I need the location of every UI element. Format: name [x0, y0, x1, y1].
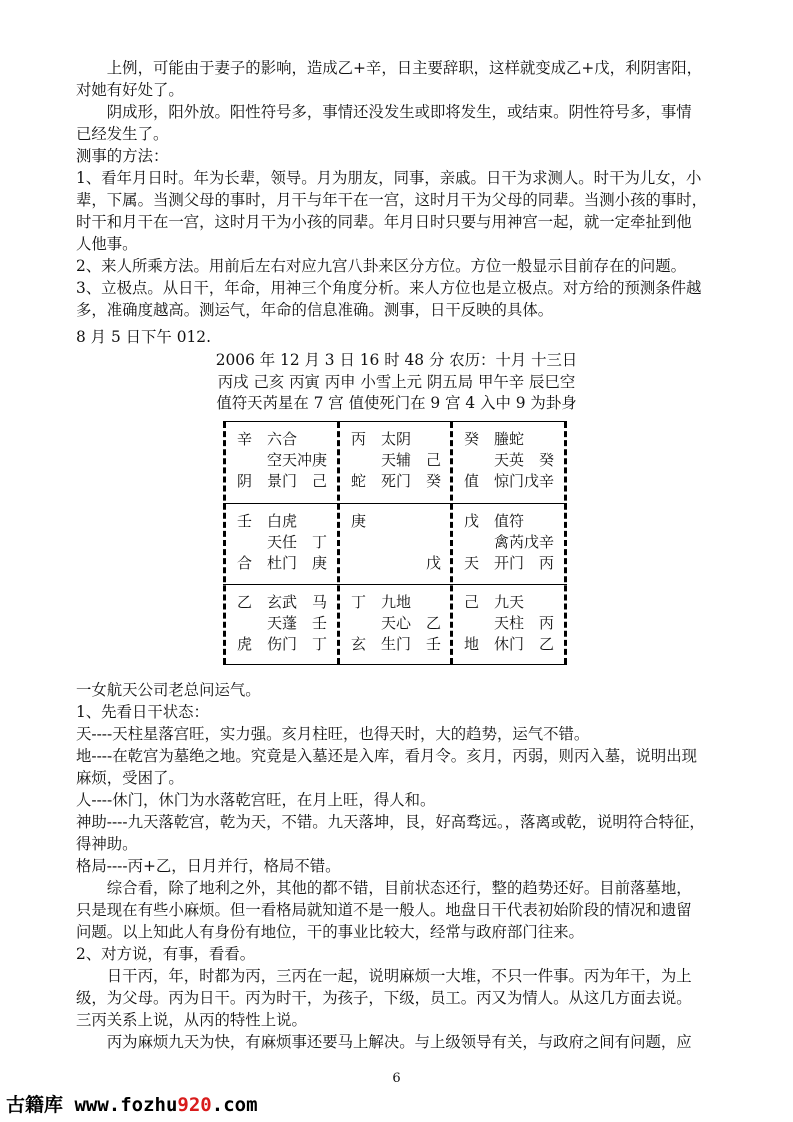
text-line: 日干丙，年，时都为丙，三丙在一起，说明麻烦一大堆，不只一件事。丙为年干，为上 — [76, 967, 692, 985]
palace-stem: 蛇 — [351, 472, 367, 490]
palace-stem: 丁 — [351, 593, 367, 611]
palace-cell — [227, 511, 333, 575]
palace-stem: 乙 — [237, 593, 253, 611]
grid-row-divider — [223, 584, 567, 585]
palace-symbol: 六合 — [267, 430, 298, 448]
text-line: 综合看，除了地利之外，其他的都不错，目前状态还行，整的趋势还好。目前落墓地， — [76, 879, 692, 897]
case-date: 8 月 5 日下午 012. — [76, 328, 211, 346]
palace-stem: 值 — [464, 472, 480, 490]
palace-stem: 合 — [237, 554, 253, 572]
palace-symbol: 天任 — [267, 533, 298, 551]
text-line: 一女航天公司老总问运气。 — [76, 681, 261, 699]
text-line: 得神助。 — [76, 835, 138, 853]
text-line: 对她有好处了。 — [76, 81, 184, 99]
palace-symbol: 螣蛇 — [494, 430, 525, 448]
palace-symbol: 休门 — [494, 635, 525, 653]
palace-stem: 戊 — [464, 512, 480, 530]
palace-symbol: 值符 — [494, 512, 525, 530]
palace-stem: 己 — [464, 593, 480, 611]
text-line: 人他事。 — [76, 235, 138, 253]
palace-symbol: 惊门戊辛 — [494, 472, 555, 490]
palace-symbol: 玄武 — [267, 593, 298, 611]
palace-stem: 壬 — [237, 512, 253, 530]
palace-symbol: 开门 — [494, 554, 525, 572]
palace-branch: 乙 — [539, 635, 555, 653]
text-line: 三丙关系上说，从丙的特性上说。 — [76, 1011, 307, 1029]
text-line: 阴成形，阳外放。阳性符号多，事情还没发生或即将发生，或结束。阴性符号多，事情 — [76, 103, 692, 121]
palace-stem: 癸 — [464, 430, 480, 448]
text-line: 多，准确度越高。测运气，年命的信息准确。测事，日干反映的具体。 — [76, 301, 554, 319]
page-number: 6 — [392, 1071, 401, 1086]
text-line: 丙为麻烦九天为快，有麻烦事还要马上解决。与上级领导有关，与政府之间有问题，应 — [76, 1033, 692, 1051]
palace-symbol: 空天冲 — [267, 451, 313, 469]
palace-cell — [454, 511, 560, 575]
chart-header-line-2: 丙戌 己亥 丙寅 丙申 小雪上元 阴五局 甲午辛 辰巳空 — [217, 373, 576, 391]
text-line: 只是现在有些小麻烦。但一看格局就知道不是一般人。地盘日干代表初始阶段的情况和遗留 — [76, 901, 692, 919]
palace-cell — [227, 592, 333, 656]
nine-palace-chart — [223, 421, 567, 665]
grid-column-divider — [337, 422, 340, 664]
text-line: 麻烦，受困了。 — [76, 769, 184, 787]
palace-cell — [227, 429, 333, 493]
palace-symbol: 太阴 — [381, 430, 412, 448]
text-line: 2、对方说，有事，看看。 — [76, 945, 256, 963]
palace-branch: 己 — [312, 472, 328, 490]
palace-symbol: 生门 — [381, 635, 412, 653]
text-line: 测事的方法： — [76, 147, 169, 165]
palace-branch: 庚 — [312, 554, 328, 572]
palace-stem: 庚 — [351, 512, 367, 530]
palace-symbol: 伤门 — [267, 635, 298, 653]
palace-stem: 辛 — [237, 430, 253, 448]
palace-symbol: 天蓬 — [267, 614, 298, 632]
palace-stem: 天 — [464, 554, 480, 572]
chart-header-line-1: 2006 年 12 月 3 日 16 时 48 分 农历：十月 十三日 — [215, 351, 578, 369]
palace-symbol: 禽芮戊辛 — [494, 533, 555, 551]
palace-branch: 丙 — [539, 554, 555, 572]
site-url-prefix: www.fozhu — [74, 1094, 178, 1116]
palace-branch: 乙 — [426, 614, 442, 632]
palace-symbol: 九地 — [381, 593, 412, 611]
chart-header-line-3: 值符天芮星在 7 宫 值使死门在 9 宫 4 入中 9 为卦身 — [216, 394, 577, 412]
palace-branch: 丁 — [312, 533, 328, 551]
palace-cell — [341, 429, 447, 493]
text-line: 已经发生了。 — [76, 125, 169, 143]
palace-symbol: 死门 — [381, 472, 412, 490]
palace-symbol: 景门 — [267, 472, 298, 490]
text-line: 级，为父母。丙为日干。丙为时干，为孩子，下级，员工。丙又为情人。从这几方面去说。 — [76, 989, 692, 1007]
palace-symbol: 白虎 — [267, 512, 298, 530]
palace-stem: 阴 — [237, 472, 253, 490]
palace-branch: 癸 — [426, 472, 442, 490]
text-line: 3、立极点。从日干，年命，用神三个角度分析。来人方位也是立极点。对方给的预测条件越 — [76, 279, 702, 297]
text-line: 1、先看日干状态： — [76, 703, 209, 721]
palace-cell — [454, 592, 560, 656]
text-line: 辈，下属。当测父母的事时，月干与年干在一宫，这时月干为父母的同辈。当测小孩的事时， — [76, 191, 708, 209]
grid-column-divider — [223, 422, 226, 664]
palace-symbol: 天柱 — [494, 614, 525, 632]
text-line: 天----天柱星落宫旺，实力强。亥月柱旺，也得天时，大的趋势，运气不错。 — [76, 725, 590, 743]
text-line: 时干和月干在一宫，这时月干为小孩的同辈。年月日时只要与用神宫一起，就一定牵扯到他 — [76, 213, 692, 231]
palace-branch: 庚 — [312, 451, 328, 469]
palace-branch: 壬 — [426, 635, 442, 653]
text-line: 1、看年月日时。年为长辈，领导。月为朋友，同事，亲戚。日干为求测人。时干为儿女，小 — [76, 169, 702, 187]
palace-branch: 丙 — [539, 614, 555, 632]
palace-symbol: 九天 — [494, 593, 525, 611]
site-url-suffix: .com — [211, 1094, 258, 1116]
palace-branch: 壬 — [312, 614, 328, 632]
site-footer — [6, 1090, 258, 1117]
palace-symbol: 天辅 — [381, 451, 412, 469]
palace-stem: 地 — [464, 635, 480, 653]
grid-column-divider — [450, 422, 453, 664]
palace-cell — [454, 429, 560, 493]
palace-branch: 丁 — [312, 635, 328, 653]
palace-symbol: 天心 — [381, 614, 412, 632]
palace-cell — [341, 592, 447, 656]
palace-stem: 玄 — [351, 635, 367, 653]
text-line: 问题。以上知此人有身份有地位，干的事业比较大，经常与政府部门往来。 — [76, 923, 584, 941]
text-line: 人----休门，休门为水落乾宫旺，在月上旺，得人和。 — [76, 791, 436, 809]
palace-branch: 己 — [426, 451, 442, 469]
grid-row-divider — [223, 503, 567, 504]
palace-stem: 丙 — [351, 430, 367, 448]
palace-branch: 癸 — [539, 451, 555, 469]
palace-stem: 虎 — [237, 635, 253, 653]
palace-branch: 马 — [312, 593, 328, 611]
palace-symbol: 天英 — [494, 451, 525, 469]
text-line: 格局----丙+乙，日月并行，格局不错。 — [76, 857, 341, 875]
site-name: 古籍库 — [6, 1094, 64, 1116]
palace-symbol: 杜门 — [267, 554, 298, 572]
site-url-number: 920 — [177, 1094, 212, 1116]
grid-column-divider — [564, 422, 567, 664]
text-line: 上例，可能由于妻子的影响，造成乙+辛，日主要辞职，这样就变成乙+戊，利阴害阳， — [76, 59, 703, 77]
text-line: 2、来人所乘方法。用前后左右对应九宫八卦来区分方位。方位一般显示目前存在的问题。 — [76, 257, 687, 275]
palace-cell — [341, 511, 447, 575]
palace-branch: 戊 — [426, 554, 442, 572]
text-line: 地----在乾宫为墓绝之地。究竟是入墓还是入库，看月令。亥月，丙弱，则丙入墓，说明出现 — [76, 747, 698, 765]
text-line: 神助----九天落乾宫，乾为天，不错。九天落坤，艮，好高骛远。，落离或乾，说明符合特征， — [76, 813, 705, 831]
